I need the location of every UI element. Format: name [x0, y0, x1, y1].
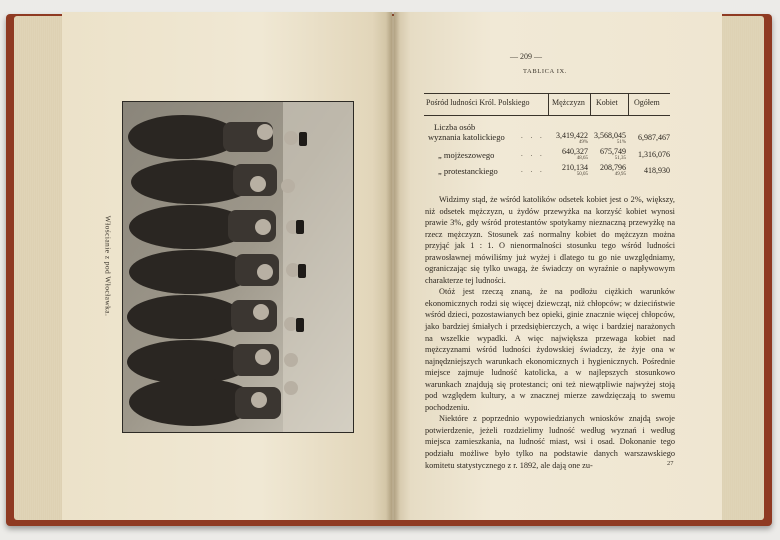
cell-men-pct: 50,05: [576, 172, 588, 177]
paragraph: Otóż jest rzeczą znaną, że na podłożu ciężkich warunków ekonomicznych rodzi się więcej dziewcząt, niż chłopców; w dzieciństwie wśród dzieci, pozostawianych bez opieki, ginie znacznie więcej chłopców, jako bardziej śmiałych i przedsiębierczych, a więc i bardziej narażonych na wszelkie wypadki. A więc największa przewaga kobiet nad mężczyznami wśród ludności żydowskiej świadczy, że żyje ona w najnędzniejszych warunkach ekonomicznych i hygienicznych. Pośrednie miejsce zajmuje ludność katolicka, a w najlepszych stosunkowo warunkach znajdują się protestanci; oni też niewątpliwie najwyżej stoją pod względem kultury, a w znacznej mierze zawdzięczają to swemu pochodzeniu.: [425, 287, 675, 412]
table-col-divider: [590, 93, 591, 115]
paragraph: Niektóre z poprzednio wypowiedzianych wniosków znajdą swoje potwierdzenie, jeżeli rozdzielimy ludność według wyznań i według miejsca zamieszkania, na ludność miast, wsi i osad. Dokonanie tego podziału możliwe było tylko na podstawie danych warszawskiego komitetu statystycznego z r. 1892, ale dają one zu-: [425, 414, 675, 470]
cell-total: 6,987,467: [638, 133, 670, 142]
cell-men: 210,134: [562, 163, 588, 172]
photo-caption: Włościanie z pod Włocławka.: [103, 215, 113, 317]
row-label: „ mojżeszowego: [438, 150, 495, 160]
table-col-divider: [548, 93, 549, 115]
table-col-divider: [628, 93, 629, 115]
book-gutter: [386, 12, 400, 520]
leader-dots: . . .: [521, 166, 545, 174]
row-label: Liczba osób: [434, 122, 476, 132]
leader-dots: . . .: [521, 132, 545, 140]
cell-women: 208,796: [600, 163, 626, 172]
cell-women-pct: 51,35: [614, 156, 626, 161]
table-top-rule: [424, 93, 670, 94]
cell-women-pct: 51%: [616, 140, 626, 145]
leader-dots: . . .: [521, 150, 545, 158]
header-men: Mężczyzn: [552, 98, 585, 107]
cell-women: 3,568,045: [594, 131, 626, 140]
paragraph: Widzimy stąd, że wśród katolików odsetek kobiet jest o 2%, większy, niż odsetek mężczyzn, u żydów przewyżka na korzyść kobiet wynosi prawie 3%, gdy wśród protestantów spotykamy nieznaczną przewyżkę na rzecz mężczyzn. Stosunek zaś normalny kobiet do mężczyzn można przyjąć jak 1 : 1. O nienormalności stosunku tego wśród ludności prawosławnej mówiliśmy już wyżej i dlatego tu go nie uwzględniamy, ograniczając się tylko uwagą, że świadczy on wyraźnie o napływowym charakterze tej ludności.: [425, 195, 675, 285]
page-number: — 209 —: [510, 52, 542, 61]
header-women: Kobiet: [596, 98, 618, 107]
row-label: wyznania katolickiego: [428, 132, 505, 142]
photo-plate: [122, 101, 354, 433]
row-label: „ protestanckiego: [438, 166, 498, 176]
cell-men: 640,327: [562, 147, 588, 156]
body-text: [425, 194, 675, 471]
group-portrait-image: [123, 102, 353, 432]
signature-mark: 27: [667, 460, 674, 467]
cell-women-pct: 49,95: [614, 172, 626, 177]
table-header-rule: [424, 115, 670, 116]
cell-men-pct: 48,65: [576, 156, 588, 161]
cell-total: 1,316,076: [638, 150, 670, 159]
cell-women: 675,749: [600, 147, 626, 156]
table-title: TABLICA IX.: [523, 68, 567, 75]
cell-total: 418,930: [644, 166, 670, 175]
header-total: Ogółem: [634, 98, 660, 107]
header-population: Pośród ludności Król. Polskiego: [426, 98, 530, 107]
cell-men-pct: 49%: [578, 140, 588, 145]
cell-men: 3,419,422: [556, 131, 588, 140]
